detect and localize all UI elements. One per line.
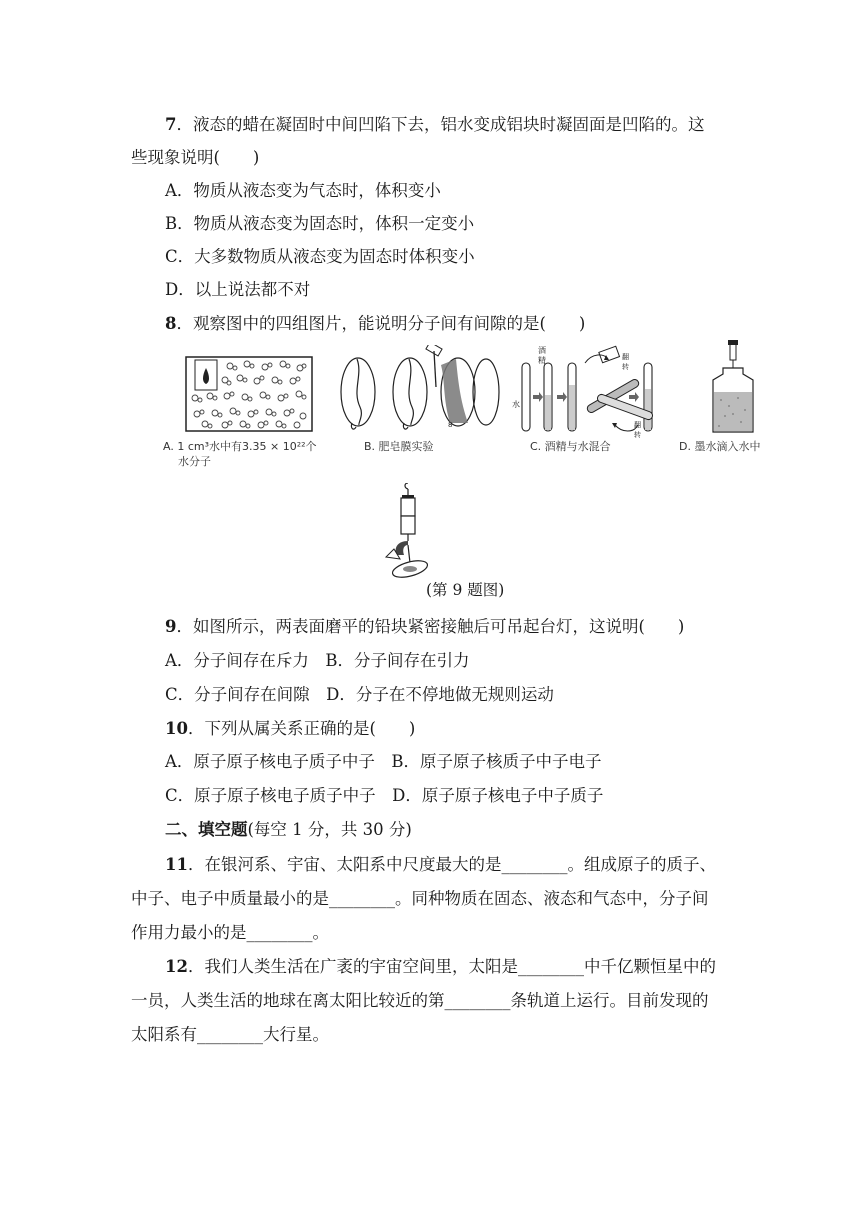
q7-option-b: B．物质从液态变为固态时，体积一定变小 xyxy=(165,214,475,233)
q9-stem: 9．如图所示，两表面磨平的铅块紧密接触后可吊起台灯，这说明( ) xyxy=(165,617,685,636)
label-flip-1a: 翻 xyxy=(622,353,629,361)
q9-figure-caption: (第 9 题图) xyxy=(426,581,505,599)
label-alcohol-1: 酒 xyxy=(538,346,546,355)
svg-text:8: 8 xyxy=(448,421,453,429)
figure-b-caption: B. 肥皂膜实验 xyxy=(364,440,434,453)
q9-options-line1: A．分子间存在斥力 B．分子间存在引力 xyxy=(165,651,470,670)
figure-d-ink-water xyxy=(703,340,763,436)
figure-a-water-molecules xyxy=(185,356,313,432)
section-2-header: 二、填空题(每空 1 分，共 30 分) xyxy=(165,820,412,839)
q12-line3: 太阳系有________大行星。 xyxy=(131,1025,329,1044)
q12-line1: 12．我们人类生活在广袤的宇宙空间里，太阳是________中千亿颗恒星中的 xyxy=(165,957,716,976)
figure-d-caption: D. 墨水滴入水中 xyxy=(679,440,761,453)
figure-c-alcohol-water xyxy=(512,345,682,440)
q11-line1: 11．在银河系、宇宙、太阳系中尺度最大的是________。组成原子的质子、 xyxy=(165,855,716,874)
figure-c-caption: C. 酒精与水混合 xyxy=(530,440,611,453)
label-flip-2a: 翻 xyxy=(634,421,641,429)
q7-option-a: A．物质从液态变为气态时，体积变小 xyxy=(165,181,441,200)
q8-stem: 8．观察图中的四组图片，能说明分子间有间隙的是( ) xyxy=(165,314,586,333)
q7-stem-line2: 些现象说明( ) xyxy=(131,148,260,167)
figure-q9-lead-blocks-lamp xyxy=(378,483,438,583)
figure-a-caption-line2: 水分子 xyxy=(178,455,211,468)
q7-stem-line1: 7．液态的蜡在凝固时中间凹陷下去，铝水变成铝块时凝固面是凹陷的。这 xyxy=(165,115,705,134)
q9-options-line2: C．分子间存在间隙 D．分子在不停地做无规则运动 xyxy=(165,685,554,704)
q10-stem: 10．下列从属关系正确的是( ) xyxy=(165,719,416,738)
label-flip-1b: 转 xyxy=(622,363,629,371)
figure-b-soap-film xyxy=(330,345,500,435)
label-water: 水 xyxy=(512,400,520,409)
q10-options-line1: A．原子原子核电子质子中子 B．原子原子核质子中子电子 xyxy=(165,752,602,771)
q7-option-d: D．以上说法都不对 xyxy=(165,280,311,299)
figure-a-caption-line1: A. 1 cm³水中有3.35 × 10²²个 xyxy=(163,440,317,453)
label-flip-2b: 转 xyxy=(634,431,641,439)
label-alcohol-2: 精 xyxy=(538,356,546,365)
q11-line3: 作用力最小的是________。 xyxy=(131,923,329,942)
q11-line2: 中子、电子中质量最小的是________。同种物质在固态、液态和气态中，分子间 xyxy=(131,889,709,908)
q7-option-c: C．大多数物质从液态变为固态时体积变小 xyxy=(165,247,475,266)
q7-number: 7 xyxy=(165,115,177,134)
q10-options-line2: C．原子原子核电子质子中子 D．原子原子核电子中子质子 xyxy=(165,786,604,805)
q12-line2: 一员，人类生活的地球在离太阳比较近的第________条轨道上运行。目前发现的 xyxy=(131,991,709,1010)
